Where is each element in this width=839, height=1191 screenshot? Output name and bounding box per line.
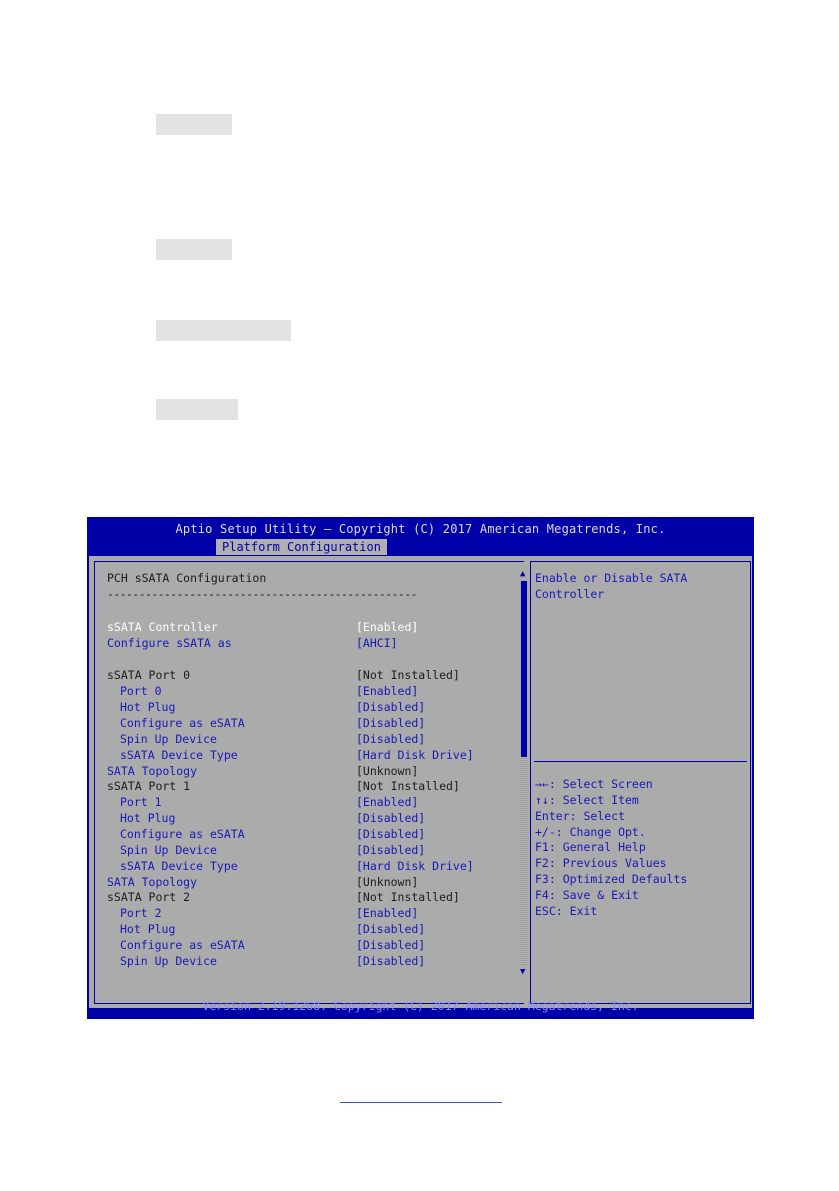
setting-value[interactable]: [Disabled] <box>356 732 426 746</box>
setting-label: SATA Topology <box>107 875 198 889</box>
setting-row-spin-up-0[interactable] <box>89 731 519 747</box>
setting-value[interactable]: [Enabled] <box>356 795 419 809</box>
key-hint-f4: F4: Save & Exit <box>535 888 639 902</box>
setting-row-configure-esata-1[interactable] <box>89 826 519 842</box>
info-label: sSATA Port 1 <box>107 779 191 793</box>
info-value: [Not Installed] <box>356 668 460 682</box>
setting-value[interactable]: [Enabled] <box>356 906 419 920</box>
redacted-heading-4 <box>156 399 238 420</box>
setting-value[interactable]: [Disabled] <box>356 716 426 730</box>
setting-label: Port 0 <box>120 684 162 698</box>
setting-value[interactable]: [Enabled] <box>356 620 419 634</box>
help-text-line-2: Controller <box>535 587 605 601</box>
setting-value[interactable]: [Disabled] <box>356 827 426 841</box>
redacted-heading-2 <box>156 239 232 260</box>
scroll-down-arrow-icon[interactable]: ▼ <box>520 967 526 977</box>
setting-row-hot-plug-2[interactable] <box>89 921 519 937</box>
key-hint-change-opt: +/-: Change Opt. <box>535 825 646 839</box>
setting-row-configure-ssata-as[interactable] <box>89 635 519 651</box>
help-divider <box>534 761 747 762</box>
setting-value[interactable]: [Disabled] <box>356 843 426 857</box>
setting-row-device-type-0[interactable] <box>89 747 519 763</box>
setting-value[interactable]: [Enabled] <box>356 684 419 698</box>
setting-row-port-1[interactable] <box>89 794 519 810</box>
info-label: sSATA Port 0 <box>107 668 191 682</box>
bios-footer: Version 2.19.1268. Copyright (C) 2017 American Megatrends, Inc. <box>202 999 639 1013</box>
key-hint-select-item: ↑↓: Select Item <box>535 793 639 807</box>
redacted-heading-3 <box>156 320 291 341</box>
setting-label: sSATA Device Type <box>120 859 238 873</box>
scroll-up-arrow-icon[interactable]: ▲ <box>520 569 526 579</box>
setting-value[interactable]: [Hard Disk Drive] <box>356 859 474 873</box>
redacted-heading-1 <box>156 114 232 135</box>
setting-label: Spin Up Device <box>120 732 217 746</box>
document-link-underline[interactable] <box>340 1102 502 1103</box>
info-value: [Not Installed] <box>356 890 460 904</box>
setting-label: Configure sSATA as <box>107 636 232 650</box>
setting-value[interactable]: [Disabled] <box>356 938 426 952</box>
setting-label: Spin Up Device <box>120 843 217 857</box>
key-hint-select-screen: →←: Select Screen <box>535 777 653 791</box>
setting-row-port-0[interactable] <box>89 683 519 699</box>
setting-label: Configure as eSATA <box>120 827 245 841</box>
tab-platform-configuration[interactable]: Platform Configuration <box>216 539 387 555</box>
info-row-ssata-port-1 <box>89 778 519 794</box>
bios-title: Aptio Setup Utility – Copyright (C) 2017 American Megatrends, Inc. <box>175 522 666 536</box>
setting-row-device-type-1[interactable] <box>89 858 519 874</box>
key-hint-esc: ESC: Exit <box>535 904 598 918</box>
setting-value[interactable]: [Hard Disk Drive] <box>356 748 474 762</box>
key-hint-f1: F1: General Help <box>535 840 646 854</box>
setting-value[interactable]: [Disabled] <box>356 954 426 968</box>
setting-row-sata-topology-0[interactable] <box>89 763 519 779</box>
setting-row-spin-up-1[interactable] <box>89 842 519 858</box>
info-label: sSATA Port 2 <box>107 890 191 904</box>
setting-label: sSATA Controller <box>107 620 218 634</box>
setting-value[interactable]: [Unknown] <box>356 764 419 778</box>
setting-row-port-2[interactable] <box>89 905 519 921</box>
setting-row-hot-plug-1[interactable] <box>89 810 519 826</box>
section-title: PCH sSATA Configuration <box>107 571 267 585</box>
setting-label: Hot Plug <box>120 811 176 825</box>
setting-value[interactable]: [AHCI] <box>356 636 398 650</box>
setting-row-sata-topology-1[interactable] <box>89 874 519 890</box>
key-hint-enter: Enter: Select <box>535 809 626 823</box>
setting-label: Port 1 <box>120 795 162 809</box>
section-separator: ------------------------------------------------- <box>107 587 417 601</box>
info-row-ssata-port-2 <box>89 889 519 905</box>
info-row-ssata-port-0 <box>89 667 519 683</box>
scrollbar-thumb[interactable] <box>521 581 527 757</box>
help-text-line-1: Enable or Disable SATA <box>535 571 688 585</box>
setting-label: Hot Plug <box>120 922 176 936</box>
setting-value[interactable]: [Disabled] <box>356 922 426 936</box>
bios-main-panel <box>89 556 752 1008</box>
key-hint-f3: F3: Optimized Defaults <box>535 872 688 886</box>
setting-label: SATA Topology <box>107 764 198 778</box>
setting-value[interactable]: [Disabled] <box>356 700 426 714</box>
setting-label: Configure as eSATA <box>120 938 245 952</box>
setting-label: Spin Up Device <box>120 954 217 968</box>
info-value: [Not Installed] <box>356 779 460 793</box>
setting-row-configure-esata-2[interactable] <box>89 937 519 953</box>
key-hint-f2: F2: Previous Values <box>535 856 667 870</box>
setting-row-ssata-controller[interactable] <box>89 619 519 635</box>
setting-value[interactable]: [Unknown] <box>356 875 419 889</box>
bios-setup-window <box>87 517 754 1019</box>
setting-label: Configure as eSATA <box>120 716 245 730</box>
setting-row-configure-esata-0[interactable] <box>89 715 519 731</box>
setting-row-hot-plug-0[interactable] <box>89 699 519 715</box>
setting-label: Hot Plug <box>120 700 176 714</box>
setting-label: Port 2 <box>120 906 162 920</box>
setting-row-spin-up-2[interactable] <box>89 953 519 969</box>
setting-value[interactable]: [Disabled] <box>356 811 426 825</box>
setting-label: sSATA Device Type <box>120 748 238 762</box>
